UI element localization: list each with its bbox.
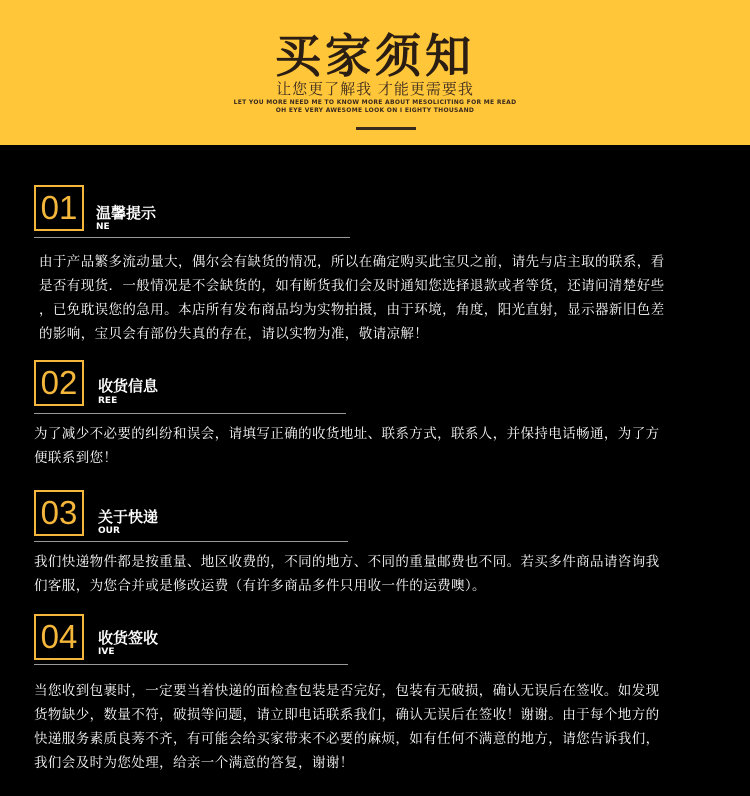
- text-line: 便联系到您！: [34, 450, 118, 466]
- section-rule: [34, 413, 346, 414]
- english-tagline-1: LET YOU MORE NEED ME TO KNOW MORE ABOUT MESOLICITING FOR ME READ: [233, 99, 517, 106]
- section-text: [34, 679, 660, 775]
- section-subtitle: IVE: [98, 647, 115, 657]
- section-text: [39, 250, 665, 346]
- section-number: 01: [34, 185, 84, 231]
- section-title: 收货信息: [98, 377, 159, 395]
- text-line: 是否有现货．一般情况是不会缺货的，如有断货我们会及时通知您选择退款或者等货，还请问清楚好些: [39, 278, 665, 294]
- text-line: 快递服务素质良莠不齐，有可能会给买家带来不必要的麻烦，如有任何不满意的地方，请您告诉我们，: [34, 731, 660, 747]
- header-banner: [0, 0, 750, 145]
- text-line: ，已免耽误您的急用。本店所有发布商品均为实物拍摄，由于环境，角度，阳光直射，显示器新旧色差: [39, 302, 665, 318]
- section-title: 收货签收: [98, 629, 159, 647]
- section-rule: [34, 237, 350, 238]
- section-title: 关于快递: [98, 508, 159, 526]
- section-number: 02: [34, 360, 84, 406]
- text-line: 们客服，为您合并或是修改运费（有许多商品多件只用收一件的运费噢）。: [34, 578, 486, 594]
- section-number: 03: [34, 490, 84, 536]
- section-rule: [34, 664, 348, 665]
- page-title: 买家须知: [275, 29, 475, 83]
- section-subtitle: OUR: [98, 526, 120, 536]
- text-line: 的影响，宝贝会有部份失真的存在，请以实物为准，敬请凉解！: [39, 326, 429, 342]
- section-rule: [34, 541, 348, 542]
- text-line: 为了减少不必要的纠纷和误会，请填写正确的收货地址、联系方式，联系人，并保持电话畅通，为了方: [34, 426, 660, 442]
- english-tagline-2: OH EYE VERY AWESOME LOOK ON I EIGHTY THOUSAND: [275, 107, 475, 114]
- text-line: 我们快递物件都是按重量、地区收费的，不同的地方、不同的重量邮费也不同。若买多件商品请咨询我: [34, 554, 660, 570]
- header-divider: [356, 127, 416, 130]
- text-line: 货物缺少，数量不符，破损等问题，请立即电话联系我们，确认无误后在签收！谢谢。由于每个地方的: [34, 707, 660, 723]
- page-subtitle: 让您更了解我 才能更需要我: [276, 80, 474, 98]
- section-subtitle: REE: [98, 396, 118, 406]
- section-text: [34, 550, 660, 598]
- text-line: 由于产品繁多流动量大，偶尔会有缺货的情况，所以在确定购买此宝贝之前，请先与店主取的联系，看: [39, 254, 665, 270]
- text-line: 当您收到包裹时，一定要当着快递的面检查包装是否完好，包装有无破损，确认无误后在签收。如发现: [34, 683, 660, 699]
- section-title: 温馨提示: [96, 204, 157, 222]
- section-number: 04: [34, 614, 84, 660]
- text-line: 我们会及时为您处理，给亲一个满意的答复，谢谢！: [34, 755, 354, 771]
- section-subtitle: NE: [96, 222, 110, 232]
- section-text: [34, 422, 660, 470]
